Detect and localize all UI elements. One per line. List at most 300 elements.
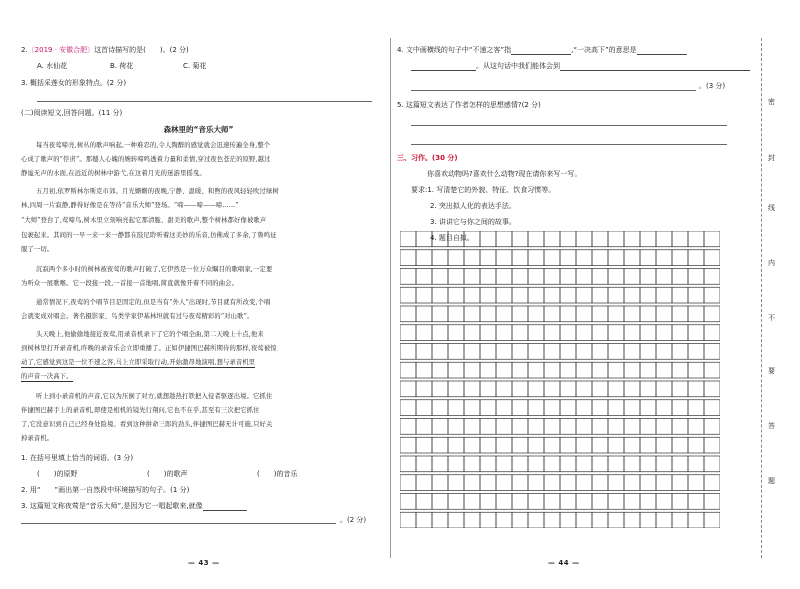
grid-cell[interactable] xyxy=(416,437,432,453)
grid-cell[interactable] xyxy=(448,419,464,435)
answer-line[interactable] xyxy=(21,523,336,524)
grid-cell[interactable] xyxy=(432,475,448,491)
grid-cell[interactable] xyxy=(624,287,640,303)
grid-cell[interactable] xyxy=(608,250,624,266)
grid-cell[interactable] xyxy=(544,250,560,266)
grid-cell[interactable] xyxy=(640,362,656,378)
grid-cell[interactable] xyxy=(448,475,464,491)
grid-cell[interactable] xyxy=(656,381,672,397)
grid-cell[interactable] xyxy=(432,306,448,322)
grid-cell[interactable] xyxy=(704,362,720,378)
grid-cell[interactable] xyxy=(672,456,688,472)
grid-cell[interactable] xyxy=(480,437,496,453)
grid-cell[interactable] xyxy=(640,306,656,322)
grid-cell[interactable] xyxy=(608,512,624,528)
grid-cell[interactable] xyxy=(400,231,416,247)
grid-cell[interactable] xyxy=(656,400,672,416)
grid-cell[interactable] xyxy=(576,231,592,247)
grid-cell[interactable] xyxy=(400,494,416,510)
grid-cell[interactable] xyxy=(576,494,592,510)
answer-blank[interactable] xyxy=(511,46,571,55)
grid-cell[interactable] xyxy=(448,456,464,472)
answer-line[interactable] xyxy=(411,144,727,145)
grid-cell[interactable] xyxy=(560,269,576,285)
grid-cell[interactable] xyxy=(656,512,672,528)
grid-cell[interactable] xyxy=(608,362,624,378)
grid-cell[interactable] xyxy=(688,325,704,341)
grid-cell[interactable] xyxy=(608,306,624,322)
grid-cell[interactable] xyxy=(448,306,464,322)
grid-cell[interactable] xyxy=(672,250,688,266)
answer-blank[interactable] xyxy=(637,46,687,55)
grid-cell[interactable] xyxy=(400,306,416,322)
blank-field[interactable]: ( )的音乐 xyxy=(257,470,298,478)
grid-cell[interactable] xyxy=(576,381,592,397)
grid-cell[interactable] xyxy=(672,512,688,528)
grid-cell[interactable] xyxy=(544,494,560,510)
grid-cell[interactable] xyxy=(400,269,416,285)
grid-cell[interactable] xyxy=(528,456,544,472)
grid-cell[interactable] xyxy=(496,419,512,435)
grid-cell[interactable] xyxy=(656,325,672,341)
grid-cell[interactable] xyxy=(688,306,704,322)
grid-cell[interactable] xyxy=(464,287,480,303)
grid-cell[interactable] xyxy=(624,381,640,397)
grid-cell[interactable] xyxy=(528,494,544,510)
grid-cell[interactable] xyxy=(544,381,560,397)
grid-cell[interactable] xyxy=(624,250,640,266)
grid-cell[interactable] xyxy=(640,287,656,303)
grid-cell[interactable] xyxy=(688,437,704,453)
grid-cell[interactable] xyxy=(560,287,576,303)
grid-cell[interactable] xyxy=(704,475,720,491)
grid-cell[interactable] xyxy=(576,250,592,266)
grid-cell[interactable] xyxy=(464,400,480,416)
grid-cell[interactable] xyxy=(432,250,448,266)
grid-cell[interactable] xyxy=(432,362,448,378)
grid-cell[interactable] xyxy=(448,325,464,341)
grid-cell[interactable] xyxy=(496,344,512,360)
grid-cell[interactable] xyxy=(704,456,720,472)
grid-cell[interactable] xyxy=(688,512,704,528)
grid-cell[interactable] xyxy=(560,325,576,341)
grid-cell[interactable] xyxy=(464,475,480,491)
grid-cell[interactable] xyxy=(464,381,480,397)
grid-cell[interactable] xyxy=(528,325,544,341)
grid-cell[interactable] xyxy=(672,400,688,416)
grid-cell[interactable] xyxy=(432,287,448,303)
grid-cell[interactable] xyxy=(480,456,496,472)
grid-cell[interactable] xyxy=(544,287,560,303)
grid-cell[interactable] xyxy=(592,306,608,322)
grid-cell[interactable] xyxy=(688,475,704,491)
grid-cell[interactable] xyxy=(576,344,592,360)
grid-cell[interactable] xyxy=(608,231,624,247)
grid-cell[interactable] xyxy=(592,475,608,491)
grid-cell[interactable] xyxy=(480,494,496,510)
grid-cell[interactable] xyxy=(704,344,720,360)
grid-cell[interactable] xyxy=(480,344,496,360)
grid-cell[interactable] xyxy=(592,437,608,453)
grid-cell[interactable] xyxy=(672,344,688,360)
grid-cell[interactable] xyxy=(608,381,624,397)
grid-cell[interactable] xyxy=(624,325,640,341)
grid-cell[interactable] xyxy=(432,269,448,285)
grid-cell[interactable] xyxy=(544,325,560,341)
grid-cell[interactable] xyxy=(656,437,672,453)
grid-cell[interactable] xyxy=(416,362,432,378)
grid-cell[interactable] xyxy=(448,344,464,360)
grid-cell[interactable] xyxy=(640,325,656,341)
grid-cell[interactable] xyxy=(672,306,688,322)
grid-cell[interactable] xyxy=(416,231,432,247)
grid-cell[interactable] xyxy=(640,269,656,285)
grid-cell[interactable] xyxy=(528,362,544,378)
grid-cell[interactable] xyxy=(704,325,720,341)
grid-cell[interactable] xyxy=(512,437,528,453)
grid-cell[interactable] xyxy=(496,250,512,266)
blank-field[interactable]: ( )的歌声 xyxy=(147,470,188,478)
grid-cell[interactable] xyxy=(544,231,560,247)
grid-cell[interactable] xyxy=(656,250,672,266)
grid-cell[interactable] xyxy=(672,437,688,453)
grid-cell[interactable] xyxy=(592,494,608,510)
grid-cell[interactable] xyxy=(480,250,496,266)
grid-cell[interactable] xyxy=(672,362,688,378)
grid-cell[interactable] xyxy=(512,512,528,528)
grid-cell[interactable] xyxy=(432,456,448,472)
grid-cell[interactable] xyxy=(464,362,480,378)
grid-cell[interactable] xyxy=(432,437,448,453)
grid-cell[interactable] xyxy=(480,381,496,397)
grid-cell[interactable] xyxy=(512,325,528,341)
grid-cell[interactable] xyxy=(480,306,496,322)
grid-cell[interactable] xyxy=(432,231,448,247)
grid-cell[interactable] xyxy=(400,381,416,397)
grid-cell[interactable] xyxy=(592,287,608,303)
grid-cell[interactable] xyxy=(640,381,656,397)
grid-cell[interactable] xyxy=(656,362,672,378)
grid-cell[interactable] xyxy=(464,231,480,247)
grid-cell[interactable] xyxy=(624,362,640,378)
grid-cell[interactable] xyxy=(416,306,432,322)
grid-cell[interactable] xyxy=(464,512,480,528)
grid-cell[interactable] xyxy=(688,400,704,416)
grid-cell[interactable] xyxy=(512,231,528,247)
blank-field[interactable]: ( )的原野 xyxy=(37,470,78,478)
grid-cell[interactable] xyxy=(656,269,672,285)
grid-cell[interactable] xyxy=(592,231,608,247)
grid-cell[interactable] xyxy=(560,381,576,397)
grid-cell[interactable] xyxy=(528,269,544,285)
grid-cell[interactable] xyxy=(496,494,512,510)
grid-cell[interactable] xyxy=(688,456,704,472)
grid-cell[interactable] xyxy=(560,344,576,360)
grid-cell[interactable] xyxy=(576,306,592,322)
grid-cell[interactable] xyxy=(400,362,416,378)
grid-cell[interactable] xyxy=(528,437,544,453)
grid-cell[interactable] xyxy=(608,287,624,303)
grid-cell[interactable] xyxy=(656,494,672,510)
grid-cell[interactable] xyxy=(544,419,560,435)
grid-cell[interactable] xyxy=(512,400,528,416)
grid-cell[interactable] xyxy=(624,456,640,472)
grid-cell[interactable] xyxy=(672,494,688,510)
grid-cell[interactable] xyxy=(704,250,720,266)
grid-cell[interactable] xyxy=(480,362,496,378)
grid-cell[interactable] xyxy=(592,456,608,472)
grid-cell[interactable] xyxy=(528,344,544,360)
grid-cell[interactable] xyxy=(608,437,624,453)
grid-cell[interactable] xyxy=(560,362,576,378)
answer-line[interactable] xyxy=(411,90,696,91)
grid-cell[interactable] xyxy=(480,231,496,247)
grid-cell[interactable] xyxy=(608,325,624,341)
grid-cell[interactable] xyxy=(704,381,720,397)
grid-cell[interactable] xyxy=(528,381,544,397)
grid-cell[interactable] xyxy=(528,512,544,528)
grid-cell[interactable] xyxy=(608,400,624,416)
grid-cell[interactable] xyxy=(400,400,416,416)
grid-cell[interactable] xyxy=(416,419,432,435)
grid-cell[interactable] xyxy=(640,250,656,266)
grid-cell[interactable] xyxy=(624,344,640,360)
grid-cell[interactable] xyxy=(592,512,608,528)
grid-cell[interactable] xyxy=(576,456,592,472)
grid-cell[interactable] xyxy=(432,419,448,435)
grid-cell[interactable] xyxy=(688,381,704,397)
grid-cell[interactable] xyxy=(528,306,544,322)
grid-cell[interactable] xyxy=(400,419,416,435)
grid-cell[interactable] xyxy=(688,269,704,285)
grid-cell[interactable] xyxy=(416,475,432,491)
grid-cell[interactable] xyxy=(640,456,656,472)
grid-cell[interactable] xyxy=(656,231,672,247)
grid-cell[interactable] xyxy=(544,344,560,360)
grid-cell[interactable] xyxy=(640,512,656,528)
grid-cell[interactable] xyxy=(544,400,560,416)
grid-cell[interactable] xyxy=(608,344,624,360)
grid-cell[interactable] xyxy=(544,456,560,472)
grid-cell[interactable] xyxy=(592,344,608,360)
grid-cell[interactable] xyxy=(640,400,656,416)
grid-cell[interactable] xyxy=(432,400,448,416)
grid-cell[interactable] xyxy=(400,456,416,472)
grid-cell[interactable] xyxy=(576,512,592,528)
grid-cell[interactable] xyxy=(496,362,512,378)
grid-cell[interactable] xyxy=(592,362,608,378)
grid-cell[interactable] xyxy=(528,475,544,491)
grid-cell[interactable] xyxy=(544,475,560,491)
grid-cell[interactable] xyxy=(528,419,544,435)
grid-cell[interactable] xyxy=(464,250,480,266)
grid-cell[interactable] xyxy=(688,287,704,303)
grid-cell[interactable] xyxy=(656,306,672,322)
grid-cell[interactable] xyxy=(448,381,464,397)
grid-cell[interactable] xyxy=(624,400,640,416)
grid-cell[interactable] xyxy=(512,250,528,266)
grid-cell[interactable] xyxy=(496,475,512,491)
grid-cell[interactable] xyxy=(480,287,496,303)
grid-cell[interactable] xyxy=(480,475,496,491)
grid-cell[interactable] xyxy=(480,419,496,435)
grid-cell[interactable] xyxy=(416,269,432,285)
answer-blank[interactable] xyxy=(203,502,247,511)
grid-cell[interactable] xyxy=(416,250,432,266)
grid-cell[interactable] xyxy=(592,269,608,285)
grid-cell[interactable] xyxy=(496,512,512,528)
grid-cell[interactable] xyxy=(592,419,608,435)
grid-cell[interactable] xyxy=(496,456,512,472)
grid-cell[interactable] xyxy=(544,306,560,322)
grid-cell[interactable] xyxy=(496,400,512,416)
grid-cell[interactable] xyxy=(624,437,640,453)
grid-cell[interactable] xyxy=(544,362,560,378)
grid-cell[interactable] xyxy=(464,494,480,510)
grid-cell[interactable] xyxy=(560,456,576,472)
grid-cell[interactable] xyxy=(416,381,432,397)
grid-cell[interactable] xyxy=(656,344,672,360)
grid-cell[interactable] xyxy=(560,250,576,266)
grid-cell[interactable] xyxy=(496,287,512,303)
grid-cell[interactable] xyxy=(688,419,704,435)
grid-cell[interactable] xyxy=(560,475,576,491)
grid-cell[interactable] xyxy=(400,344,416,360)
grid-cell[interactable] xyxy=(704,494,720,510)
grid-cell[interactable] xyxy=(624,494,640,510)
grid-cell[interactable] xyxy=(688,231,704,247)
grid-cell[interactable] xyxy=(704,419,720,435)
grid-cell[interactable] xyxy=(480,269,496,285)
grid-cell[interactable] xyxy=(608,494,624,510)
grid-cell[interactable] xyxy=(624,419,640,435)
grid-cell[interactable] xyxy=(448,437,464,453)
grid-cell[interactable] xyxy=(592,381,608,397)
grid-cell[interactable] xyxy=(672,419,688,435)
grid-cell[interactable] xyxy=(704,437,720,453)
grid-cell[interactable] xyxy=(464,325,480,341)
grid-cell[interactable] xyxy=(704,306,720,322)
grid-cell[interactable] xyxy=(528,250,544,266)
grid-cell[interactable] xyxy=(464,456,480,472)
grid-cell[interactable] xyxy=(656,419,672,435)
grid-cell[interactable] xyxy=(448,231,464,247)
grid-cell[interactable] xyxy=(512,287,528,303)
grid-cell[interactable] xyxy=(608,269,624,285)
grid-cell[interactable] xyxy=(448,494,464,510)
writing-grid[interactable] xyxy=(400,231,720,528)
grid-cell[interactable] xyxy=(448,250,464,266)
answer-line[interactable] xyxy=(411,125,727,126)
grid-cell[interactable] xyxy=(448,269,464,285)
grid-cell[interactable] xyxy=(608,456,624,472)
grid-cell[interactable] xyxy=(608,475,624,491)
grid-cell[interactable] xyxy=(640,437,656,453)
grid-cell[interactable] xyxy=(512,344,528,360)
answer-blank[interactable] xyxy=(560,62,750,71)
grid-cell[interactable] xyxy=(576,437,592,453)
grid-cell[interactable] xyxy=(592,250,608,266)
grid-cell[interactable] xyxy=(640,494,656,510)
grid-cell[interactable] xyxy=(448,287,464,303)
grid-cell[interactable] xyxy=(704,400,720,416)
grid-cell[interactable] xyxy=(560,437,576,453)
grid-cell[interactable] xyxy=(432,325,448,341)
grid-cell[interactable] xyxy=(512,475,528,491)
grid-cell[interactable] xyxy=(624,269,640,285)
grid-cell[interactable] xyxy=(496,437,512,453)
grid-cell[interactable] xyxy=(416,494,432,510)
grid-cell[interactable] xyxy=(672,475,688,491)
grid-cell[interactable] xyxy=(624,306,640,322)
grid-cell[interactable] xyxy=(464,344,480,360)
grid-cell[interactable] xyxy=(544,437,560,453)
grid-cell[interactable] xyxy=(576,362,592,378)
grid-cell[interactable] xyxy=(560,494,576,510)
grid-cell[interactable] xyxy=(704,287,720,303)
answer-blank[interactable] xyxy=(411,62,476,71)
grid-cell[interactable] xyxy=(608,419,624,435)
grid-cell[interactable] xyxy=(400,512,416,528)
grid-cell[interactable] xyxy=(672,381,688,397)
grid-cell[interactable] xyxy=(496,269,512,285)
grid-cell[interactable] xyxy=(528,287,544,303)
grid-cell[interactable] xyxy=(640,475,656,491)
grid-cell[interactable] xyxy=(544,512,560,528)
grid-cell[interactable] xyxy=(512,381,528,397)
grid-cell[interactable] xyxy=(640,231,656,247)
grid-cell[interactable] xyxy=(688,344,704,360)
grid-cell[interactable] xyxy=(432,494,448,510)
grid-cell[interactable] xyxy=(480,325,496,341)
grid-cell[interactable] xyxy=(576,287,592,303)
grid-cell[interactable] xyxy=(640,419,656,435)
grid-cell[interactable] xyxy=(576,419,592,435)
grid-cell[interactable] xyxy=(592,325,608,341)
grid-cell[interactable] xyxy=(496,231,512,247)
grid-cell[interactable] xyxy=(688,494,704,510)
grid-cell[interactable] xyxy=(560,400,576,416)
grid-cell[interactable] xyxy=(560,512,576,528)
grid-cell[interactable] xyxy=(480,512,496,528)
grid-cell[interactable] xyxy=(432,512,448,528)
grid-cell[interactable] xyxy=(592,400,608,416)
grid-cell[interactable] xyxy=(416,344,432,360)
grid-cell[interactable] xyxy=(496,325,512,341)
grid-cell[interactable] xyxy=(448,400,464,416)
grid-cell[interactable] xyxy=(560,306,576,322)
grid-cell[interactable] xyxy=(624,475,640,491)
grid-cell[interactable] xyxy=(464,419,480,435)
grid-cell[interactable] xyxy=(480,400,496,416)
grid-cell[interactable] xyxy=(416,456,432,472)
grid-cell[interactable] xyxy=(640,344,656,360)
grid-cell[interactable] xyxy=(512,419,528,435)
grid-cell[interactable] xyxy=(672,287,688,303)
grid-cell[interactable] xyxy=(624,512,640,528)
grid-cell[interactable] xyxy=(656,456,672,472)
grid-cell[interactable] xyxy=(704,269,720,285)
grid-cell[interactable] xyxy=(448,512,464,528)
grid-cell[interactable] xyxy=(672,231,688,247)
grid-cell[interactable] xyxy=(528,400,544,416)
grid-cell[interactable] xyxy=(400,287,416,303)
grid-cell[interactable] xyxy=(512,494,528,510)
grid-cell[interactable] xyxy=(432,344,448,360)
grid-cell[interactable] xyxy=(624,231,640,247)
grid-cell[interactable] xyxy=(576,325,592,341)
grid-cell[interactable] xyxy=(416,512,432,528)
